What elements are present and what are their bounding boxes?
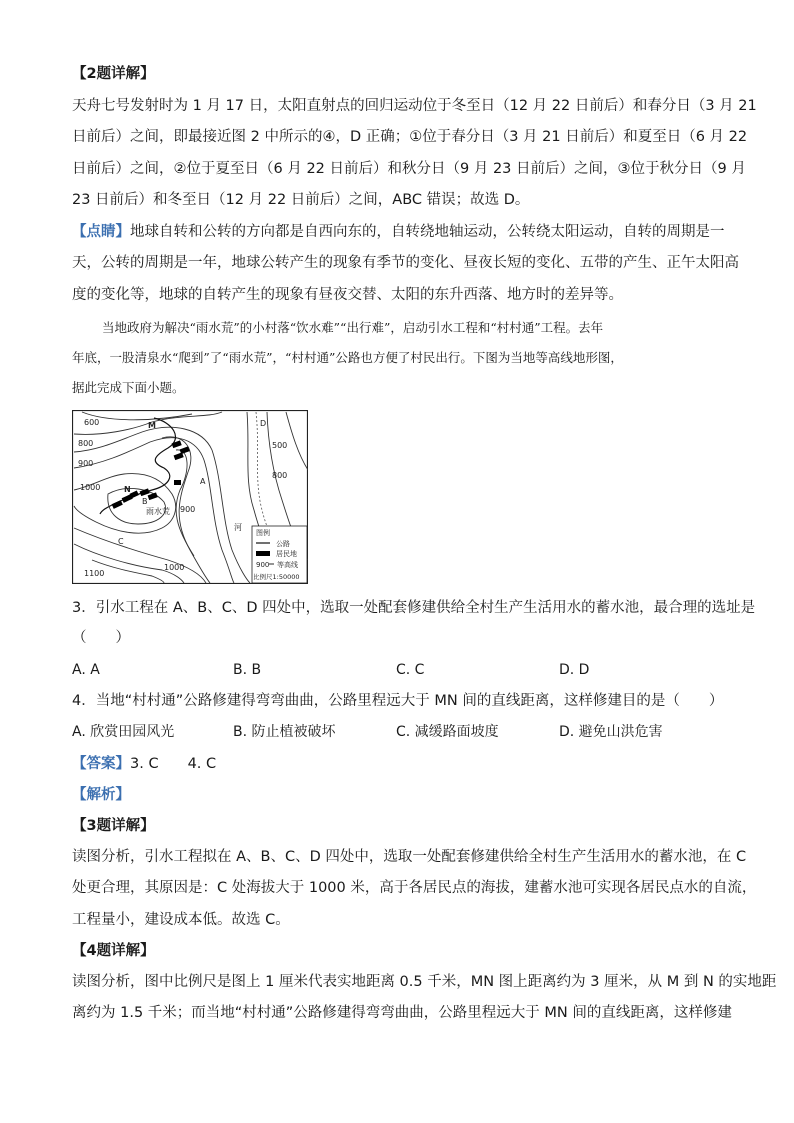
legend-settlement-symbol — [256, 551, 270, 556]
q2-detail-title: 【2题详解】 — [72, 66, 155, 82]
analysis-label: 【解析】 — [72, 787, 130, 803]
passage-line-1: 当地政府为解决“雨水荒”的小村落“饮水难”“出行难”，启动引水工程和“村村通”工程。去年 — [102, 320, 604, 335]
question-3-line-2: （ ） — [72, 630, 130, 646]
contour-label: 800 — [78, 439, 94, 448]
question-3-line-1: 3．引水工程在 A、B、C、D 四处中，选取一处配套修建供给全村生产生活用水的蓄水池，最合理的选址是 — [72, 600, 756, 616]
q3-detail-line-3: 工程量小，建设成本低。故选 C。 — [72, 912, 290, 928]
point-label-a: A — [200, 477, 206, 486]
q2-detail-line-4: 23 日前后）和冬至日（12 月 22 日前后）之间，ABC 错误；故选 D。 — [72, 192, 530, 208]
q3-option-b: B. B — [233, 662, 262, 678]
q4-option-d: D. 避免山洪危害 — [559, 724, 663, 740]
q3-option-d: D. D — [559, 662, 590, 678]
contour-label: 500 — [272, 441, 288, 450]
q3-detail-title: 【3题详解】 — [72, 818, 155, 834]
passage-line-3: 据此完成下面小题。 — [72, 380, 185, 395]
q4-option-b: B. 防止植被破坏 — [233, 724, 336, 740]
map-legend — [252, 526, 307, 583]
answer-text: 3. C 4. C — [130, 756, 217, 772]
q3-option-c: C. C — [396, 662, 425, 678]
contour-label: 600 — [84, 418, 100, 427]
point-label-c: C — [118, 537, 124, 546]
q4-detail-line-1: 读图分析，图中比例尺是图上 1 厘米代表实地距离 0.5 千米，MN 图上距离约为 3 厘米，从 M 到 N 的实地距 — [72, 974, 777, 990]
place-label: 雨水荒 — [146, 507, 170, 516]
contour-label: 800 — [272, 471, 288, 480]
q3-detail-line-1: 读图分析，引水工程拟在 A、B、C、D 四处中，选取一处配套修建供给全村生产生活用水的蓄水池，在 C — [72, 849, 747, 865]
question-4: 4．当地“村村通”公路修建得弯弯曲曲，公路里程远大于 MN 间的直线距离，这样修建目的是（ ） — [72, 693, 724, 709]
contour-label: 1000 — [80, 483, 101, 492]
point-label-b: B — [142, 497, 148, 506]
legend-contour-label: 等高线 — [277, 561, 298, 569]
q2-detail-line-1: 天舟七号发射时为 1 月 17 日，太阳直射点的回归运动位于冬至日（12 月 22 日前后）和春分日（3 月 21 — [72, 98, 757, 114]
q4-option-a: A. 欣赏田园风光 — [72, 724, 175, 740]
q4-detail-title: 【4题详解】 — [72, 943, 155, 959]
legend-contour-value: 900 — [256, 561, 270, 569]
point-label-m: M — [148, 421, 156, 430]
contour-label: 900 — [180, 505, 196, 514]
settlement-marker — [174, 480, 181, 485]
contour-map — [72, 410, 308, 584]
contour-label: 1100 — [84, 569, 105, 578]
answer-line — [72, 754, 216, 774]
q2-detail-line-3: 日前后）之间，②位于夏至日（6 月 22 日前后）和秋分日（9 月 23 日前后）之间，③位于秋分日（9 月 — [72, 161, 746, 177]
q4-detail-line-2: 离约为 1.5 千米；而当地“村村通”公路修建得弯弯曲曲，公路里程远大于 MN 间的直线距离，这样修建 — [72, 1005, 732, 1021]
contour-label: 1000 — [164, 563, 185, 572]
key-point-label: 【点睛】 — [72, 224, 130, 240]
contour-label: 900 — [78, 459, 94, 468]
legend-settlement-label: 居民地 — [276, 550, 297, 558]
passage-line-2: 年底，一股清泉水“爬到”了“雨水荒”，“村村通”公路也方便了村民出行。下图为当地等高线地形图， — [72, 350, 623, 365]
key-point-line-2: 天，公转的周期是一年，地球公转产生的现象有季节的变化、昼夜长短的变化、五带的产生、正午太阳高 — [72, 255, 739, 271]
q3-detail-line-2: 处更合理，其原因是：C 处海拔大于 1000 米，高于各居民点的海拔，建蓄水池可实现各居民点水的自流， — [72, 880, 757, 896]
key-point-line-3: 度的变化等，地球的自转产生的现象有昼夜交替、太阳的东升西落、地方时的差异等。 — [72, 287, 623, 303]
point-label-d: D — [260, 419, 267, 428]
key-point-line-1: 【点睛】地球自转和公转的方向都是自西向东的，自转绕地轴运动，公转绕太阳运动，自转的周期是一 — [72, 224, 725, 240]
q3-option-a: A. A — [72, 662, 100, 678]
point-label-n: N — [124, 485, 131, 494]
legend-road-label: 公路 — [276, 540, 290, 548]
legend-scale: 比例尺1:50000 — [253, 573, 300, 581]
q2-detail-line-2: 日前后）之间，即最接近图 2 中所示的④，D 正确；①位于春分日（3 月 21 日前后）和夏至日（6 月 22 — [72, 129, 748, 145]
answer-label: 【答案】 — [72, 756, 130, 772]
q4-option-c: C. 减缓路面坡度 — [396, 724, 499, 740]
legend-title: 图例 — [256, 529, 270, 537]
river-label: 河 — [234, 523, 242, 532]
